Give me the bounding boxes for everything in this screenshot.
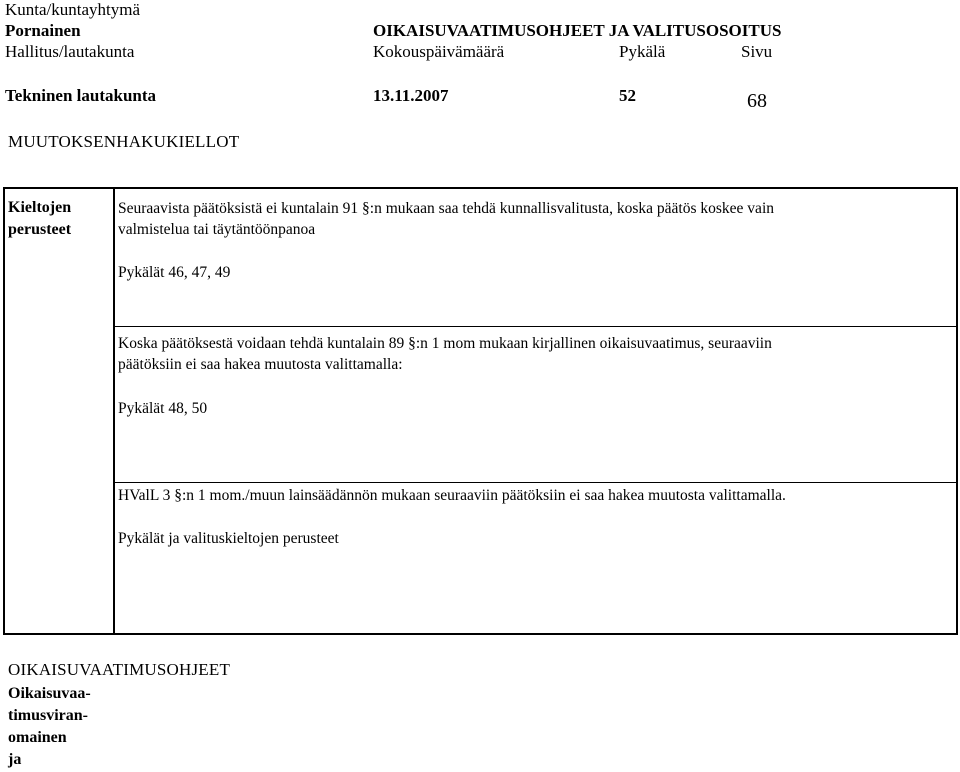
date-label: Kokouspäivämäärä	[373, 42, 505, 61]
footer-title: OIKAISUVAATIMUSOHJEET	[8, 660, 231, 679]
page-value: 68	[747, 90, 767, 112]
block2-line2: päätöksiin ei saa hakea muutosta valittamalla:	[118, 356, 403, 373]
block1-sections: Pykälät 46, 47, 49	[118, 264, 231, 281]
section-title: MUUTOKSENHAKUKIELLOT	[8, 132, 240, 151]
org-name: Pornainen	[5, 21, 81, 40]
table-row-divider-2	[115, 482, 958, 483]
block2-sections: Pykälät 48, 50	[118, 400, 208, 417]
footer-label-line4: ja	[8, 751, 22, 768]
table-row-divider-1	[115, 326, 958, 327]
footer-label-line3: omainen	[8, 729, 67, 746]
grounds-label-line1: Kieltojen	[8, 199, 72, 216]
document-title: OIKAISUVAATIMUSOHJEET JA VALITUSOSOITUS	[373, 21, 782, 40]
body-value: Tekninen lautakunta	[5, 86, 157, 105]
block3-line1: HValL 3 §:n 1 mom./muun lainsäädännön mukaan seuraaviin päätöksiin ei saa hakea muutosta valittamalla.	[118, 487, 786, 504]
footer-label-line1: Oikaisuvaa-	[8, 685, 91, 702]
block1-line2: valmistelua tai täytäntöönpanoa	[118, 221, 316, 238]
grounds-label-line2: perusteet	[8, 221, 72, 238]
block1-line1: Seuraavista päätöksistä ei kuntalain 91 §:n mukaan saa tehdä kunnallisvalitusta, koska päätös koskee vain	[118, 200, 774, 217]
body-label: Hallitus/lautakunta	[5, 42, 135, 61]
org-type-label: Kunta/kuntayhtymä	[5, 0, 141, 19]
section-label: Pykälä	[619, 42, 666, 61]
page-label: Sivu	[741, 42, 773, 61]
section-value: 52	[619, 86, 636, 105]
table-column-divider	[113, 187, 115, 635]
footer-label-line2: timusviran-	[8, 707, 88, 724]
block3-sections: Pykälät ja valituskieltojen perusteet	[118, 530, 339, 547]
block2-line1: Koska päätöksestä voidaan tehdä kuntalain 89 §:n 1 mom mukaan kirjallinen oikaisuvaatimus, seuraaviin	[118, 335, 772, 352]
date-value: 13.11.2007	[373, 86, 449, 105]
